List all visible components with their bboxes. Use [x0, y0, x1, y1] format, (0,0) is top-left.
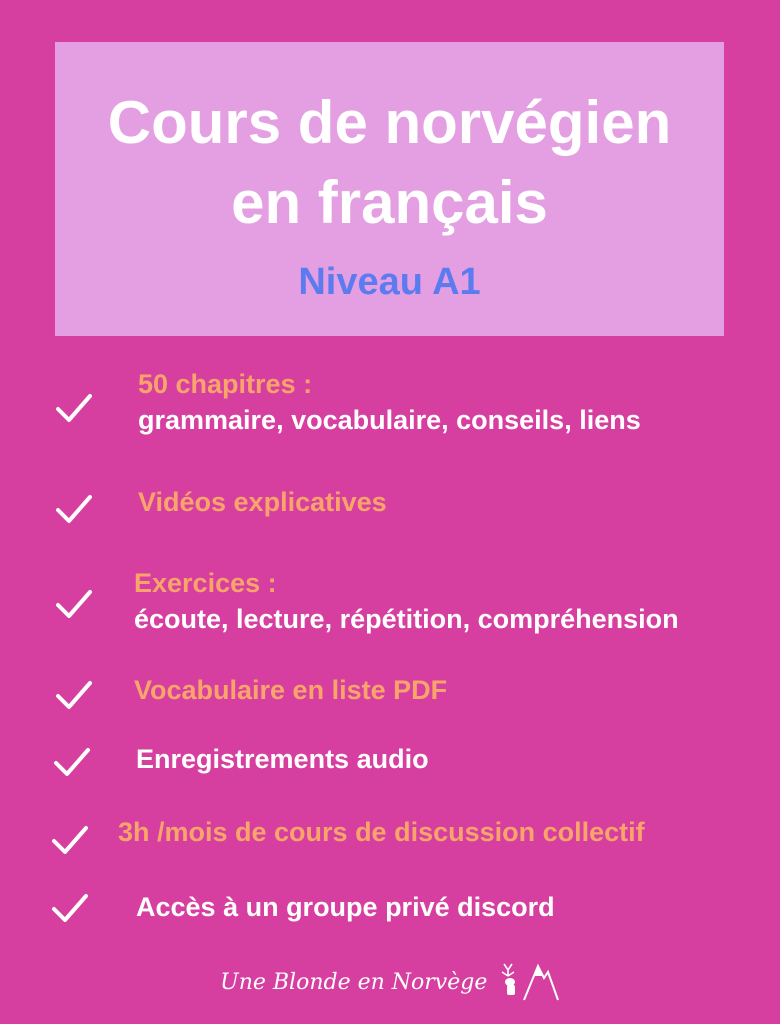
check-icon	[52, 745, 92, 779]
feature-label: Vidéos explicatives	[138, 487, 387, 517]
feature-label: Exercices :	[134, 568, 277, 598]
feature-label: 3h /mois de cours de discussion collectif	[118, 817, 645, 847]
check-icon	[50, 823, 90, 857]
page-title-line1: Cours de norvégien	[107, 89, 672, 156]
check-icon	[50, 891, 90, 925]
signature-text: Une Blonde en Norvège	[220, 969, 488, 995]
check-icon	[54, 587, 94, 621]
reindeer-mountain-icon	[498, 958, 560, 1007]
feature-detail: grammaire, vocabulaire, conseils, liens	[138, 405, 641, 435]
check-icon	[54, 391, 94, 425]
feature-label: 50 chapitres :	[138, 369, 313, 399]
feature-label: Accès à un groupe privé discord	[136, 892, 555, 922]
feature-label: Enregistrements audio	[136, 744, 429, 774]
signature	[0, 958, 780, 1007]
title-box	[55, 42, 724, 336]
check-icon	[54, 492, 94, 526]
page-title-line2: en français	[231, 169, 548, 236]
feature-detail: écoute, lecture, répétition, compréhension	[134, 604, 679, 634]
check-icon	[54, 678, 94, 712]
level-label: Niveau A1	[298, 261, 481, 303]
feature-label: Vocabulaire en liste PDF	[134, 675, 448, 705]
